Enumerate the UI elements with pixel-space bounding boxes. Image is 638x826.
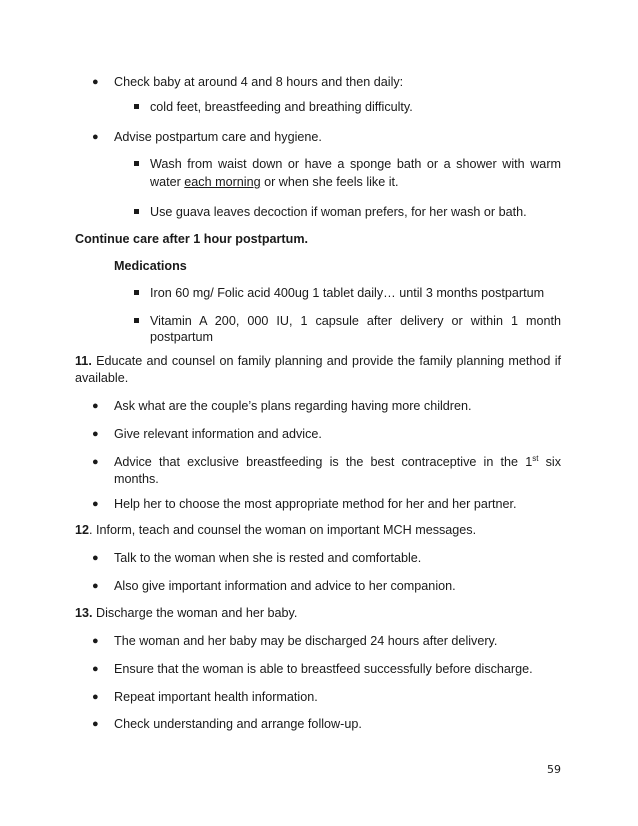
item-ensure: Ensure that the woman is able to breastfeed successfully before discharge. (114, 662, 533, 676)
item-ask: Ask what are the couple’s plans regarding having more children. (114, 399, 472, 413)
item-advise-postpartum: Advise postpartum care and hygiene. (114, 130, 322, 144)
bullet-icon: ● (92, 131, 99, 143)
medication-iron: Iron 60 mg/ Folic acid 400ug 1 tablet daily… until 3 months postpartum (150, 286, 545, 300)
advice-text-end: six (538, 455, 561, 469)
item-wash-line1: Wash from waist down or have a sponge bath or a shower with warm (150, 157, 561, 171)
section-12-text: . Inform, teach and counsel the woman on important MCH messages. (89, 523, 477, 537)
section-12-line (75, 522, 476, 538)
item-also-give: Also give important information and advice to her companion. (114, 579, 456, 593)
section-11-number: 11. (75, 354, 92, 368)
item-repeat: Repeat important health information. (114, 690, 318, 704)
bullet-icon: ● (92, 400, 99, 412)
page-number: 59 (547, 763, 561, 776)
continue-care-heading: Continue care after 1 hour postpartum. (75, 232, 309, 246)
square-bullet-icon (134, 104, 139, 109)
item-wash-line2 (150, 174, 399, 190)
section-11-line2: available. (75, 371, 129, 385)
advice-text: Advice that exclusive breastfeeding is the best contraceptive in the 1 (114, 455, 533, 469)
item-advice-line2: months. (114, 472, 159, 486)
bullet-icon: ● (92, 663, 99, 675)
bullet-icon: ● (92, 691, 99, 703)
section-11-text: Educate and counsel on family planning and provide the family planning method if (91, 354, 561, 368)
item-guava: Use guava leaves decoction if woman prefers, for her wash or bath. (150, 205, 527, 219)
square-bullet-icon (134, 290, 139, 295)
bullet-icon: ● (92, 552, 99, 564)
bullet-icon: ● (92, 580, 99, 592)
medication-vitamin-line2: postpartum (150, 330, 213, 344)
bullet-icon: ● (92, 498, 99, 510)
item-cold-feet: cold feet, breastfeeding and breathing difficulty. (150, 100, 413, 114)
advice-superscript: st (532, 454, 539, 463)
item-help: Help her to choose the most appropriate method for her and her partner. (114, 497, 517, 511)
item-talk: Talk to the woman when she is rested and comfortable. (114, 551, 422, 565)
item-give-info: Give relevant information and advice. (114, 427, 322, 441)
medications-heading: Medications (114, 259, 187, 273)
item-check: Check understanding and arrange follow-up. (114, 717, 362, 731)
item-advice-line1 (114, 454, 561, 470)
wash-text-underlined: each morning (184, 175, 261, 189)
item-check-baby: Check baby at around 4 and 8 hours and then daily: (114, 75, 404, 89)
bullet-icon: ● (92, 718, 99, 730)
wash-text-post: or when she feels like it. (260, 175, 399, 189)
square-bullet-icon (134, 161, 139, 166)
bullet-icon: ● (92, 635, 99, 647)
section-13-line (75, 605, 297, 621)
medication-vitamin-line1: Vitamin A 200, 000 IU, 1 capsule after delivery or within 1 month (150, 314, 561, 328)
section-12-number: 12 (75, 523, 90, 537)
bullet-icon: ● (92, 428, 99, 440)
bullet-icon: ● (92, 456, 99, 468)
square-bullet-icon (134, 318, 139, 323)
section-11-line1 (75, 353, 561, 369)
section-13-number: 13. (75, 606, 93, 620)
square-bullet-icon (134, 209, 139, 214)
wash-text-pre: water (150, 175, 185, 189)
section-13-text: Discharge the woman and her baby. (92, 606, 298, 620)
bullet-icon: ● (92, 76, 99, 88)
item-discharged: The woman and her baby may be discharged 24 hours after delivery. (114, 634, 498, 648)
